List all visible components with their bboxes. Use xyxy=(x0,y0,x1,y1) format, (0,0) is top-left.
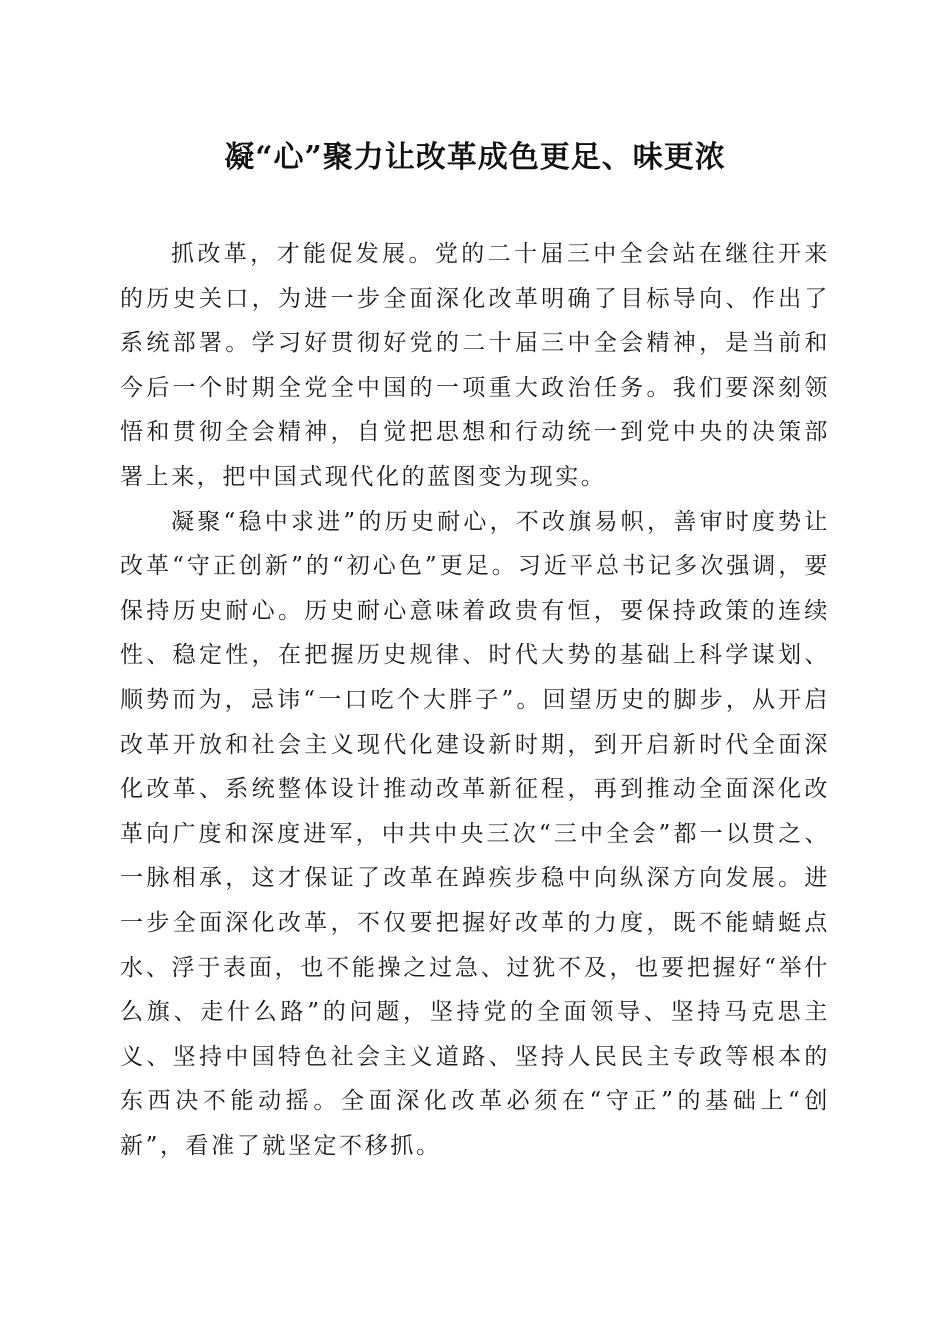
paragraph-2: 凝聚“稳中求进”的历史耐心，不改旗易帜，善审时度势让改革“守正创新”的“初心色”更足。习近平总书记多次强调，要保持历史耐心。历史耐心意味着政贵有恒，要保持政策的连续性、稳定性，在把握历史规律、时代大势的基础上科学谋划、顺势而为，忌讳“一口吃个大胖子”。回望历史的脚步，从开启改革开放和社会主义现代化建设新时期，到开启新时代全面深化改革、系统整体设计推动改革新征程，再到推动全面深化改革向广度和深度进军，中共中央三次“三中全会”都一以贯之、一脉相承，这才保证了改革在踔疾步稳中向纵深方向发展。进一步全面深化改革，不仅要把握好改革的力度，既不能蜻蜓点水、浮于表面，也不能操之过急、过犹不及，也要把握好“举什么旗、走什么路”的问题，坚持党的全面领导、坚持马克思主义、坚持中国特色社会主义道路、坚持人民民主专政等根本的东西决不能动摇。全面深化改革必须在“守正”的基础上“创新”，看准了就坚定不移抓。 xyxy=(120,508,830,1159)
paragraph-1: 抓改革，才能促发展。党的二十届三中全会站在继往开来的历史关口，为进一步全面深化改革明确了目标导向、作出了系统部署。学习好贯彻好党的二十届三中全会精神，是当前和今后一个时期全党全中国的一项重大政治任务。我们要深刻领悟和贯彻全会精神，自觉把思想和行动统一到党中央的决策部署上来，把中国式现代化的蓝图变为现实。 xyxy=(120,241,830,490)
document-title: 凝“心”聚力让改革成色更足、味更浓 xyxy=(224,140,726,175)
document-body xyxy=(120,232,830,1168)
